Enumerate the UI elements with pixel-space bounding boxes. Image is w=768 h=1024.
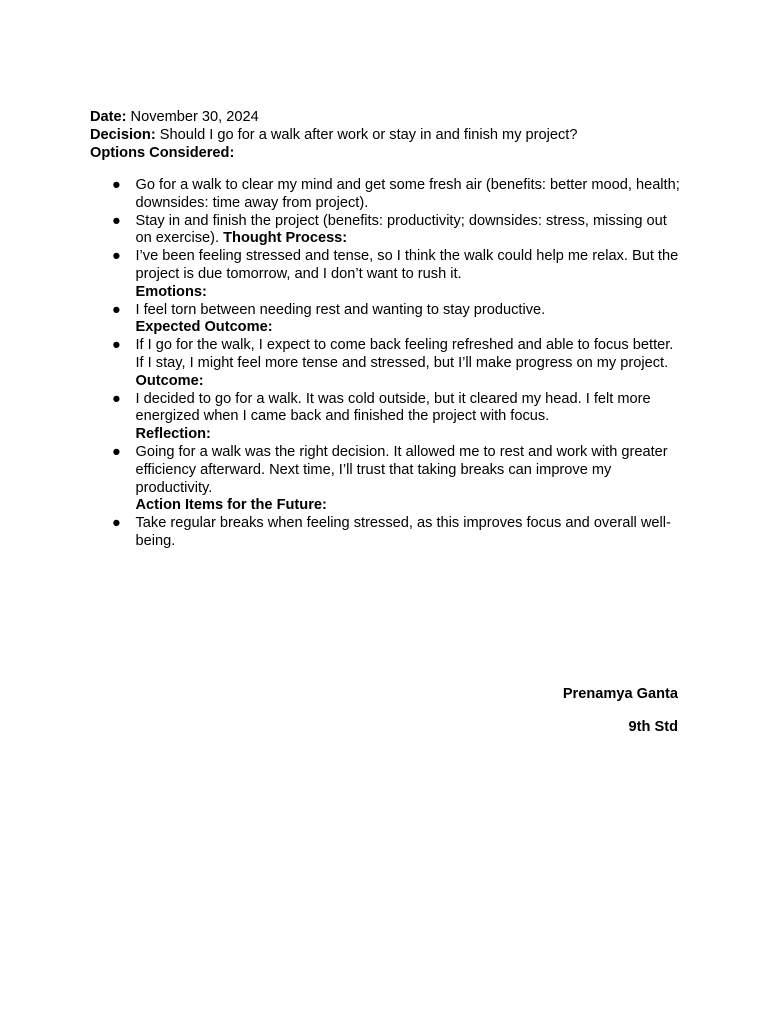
emotions-heading: Emotions: (135, 283, 207, 300)
bullet-icon: ● (112, 177, 121, 193)
stay-option-text: Stay in and finish the project (benefits: productivity; downsides: stress, missing out on exercise). (135, 212, 667, 247)
options-considered-heading: Options Considered: (90, 144, 235, 161)
reflection-text: Going for a walk was the right decision. It allowed me to rest and work with greater efficiency afterward. Next time, I’ll trust that taking breaks can improve my productivity. (135, 443, 668, 496)
expected-outcome-heading: Expected Outcome: (135, 319, 273, 336)
outcome-text: I decided to go for a walk. It was cold outside, but it cleared my head. I felt more energized when I came back and finished the project with focus. (135, 390, 651, 425)
bullet-icon: ● (112, 212, 121, 229)
date-value: November 30, 2024 (126, 109, 259, 125)
thought-process-text: I’ve been feeling stressed and tense, so I think the walk could help me relax. But the project is due tomorrow, and I don’t want to rush it. (135, 248, 679, 282)
entry-header (90, 109, 690, 162)
bullet-icon: ● (112, 515, 121, 532)
walk-option-text: Go for a walk to clear my mind and get some fresh air (benefits: better mood, health; downsides: time away from project). (135, 177, 680, 211)
journal-list (90, 177, 680, 551)
bullet-icon: ● (112, 443, 121, 460)
date-label: Date: (90, 109, 127, 125)
bullet-icon: ● (112, 337, 121, 354)
list-item-expected-outcome (90, 337, 680, 373)
bullet-icon: ● (112, 390, 121, 407)
bullet-icon: ● (112, 248, 121, 265)
reflection-heading: Reflection: (135, 426, 211, 443)
list-item-reflection (90, 444, 680, 497)
emotions-text: I feel torn between needing rest and wanting to stay productive. (135, 301, 546, 318)
decision-value: Should I go for a walk after work or stay in and finish my project? (155, 126, 578, 143)
date-line (90, 109, 690, 127)
decision-label: Decision: (90, 126, 156, 143)
expected-outcome-text: If I go for the walk, I expect to come back feeling refreshed and able to focus better. If I stay, I might feel more tense and stressed, but I’ll make progress on my project. (135, 337, 674, 371)
author-name: Prenamya Ganta (562, 686, 678, 702)
list-item-thought-process (90, 248, 680, 284)
outcome-heading: Outcome: (135, 372, 204, 389)
list-item-stay-option (90, 213, 680, 249)
list-item-outcome (90, 391, 680, 427)
list-item-emotions (90, 302, 680, 320)
list-item-action-items (90, 515, 680, 551)
list-item-walk-option (90, 177, 680, 213)
action-items-text: Take regular breaks when feeling stressed, as this improves focus and overall well-being. (135, 515, 671, 549)
action-items-heading: Action Items for the Future: (135, 497, 327, 514)
decision-line (90, 127, 690, 145)
author-grade: 9th Std (628, 719, 678, 735)
thought-process-heading: Thought Process: (223, 230, 348, 247)
bullet-icon: ● (112, 301, 121, 318)
